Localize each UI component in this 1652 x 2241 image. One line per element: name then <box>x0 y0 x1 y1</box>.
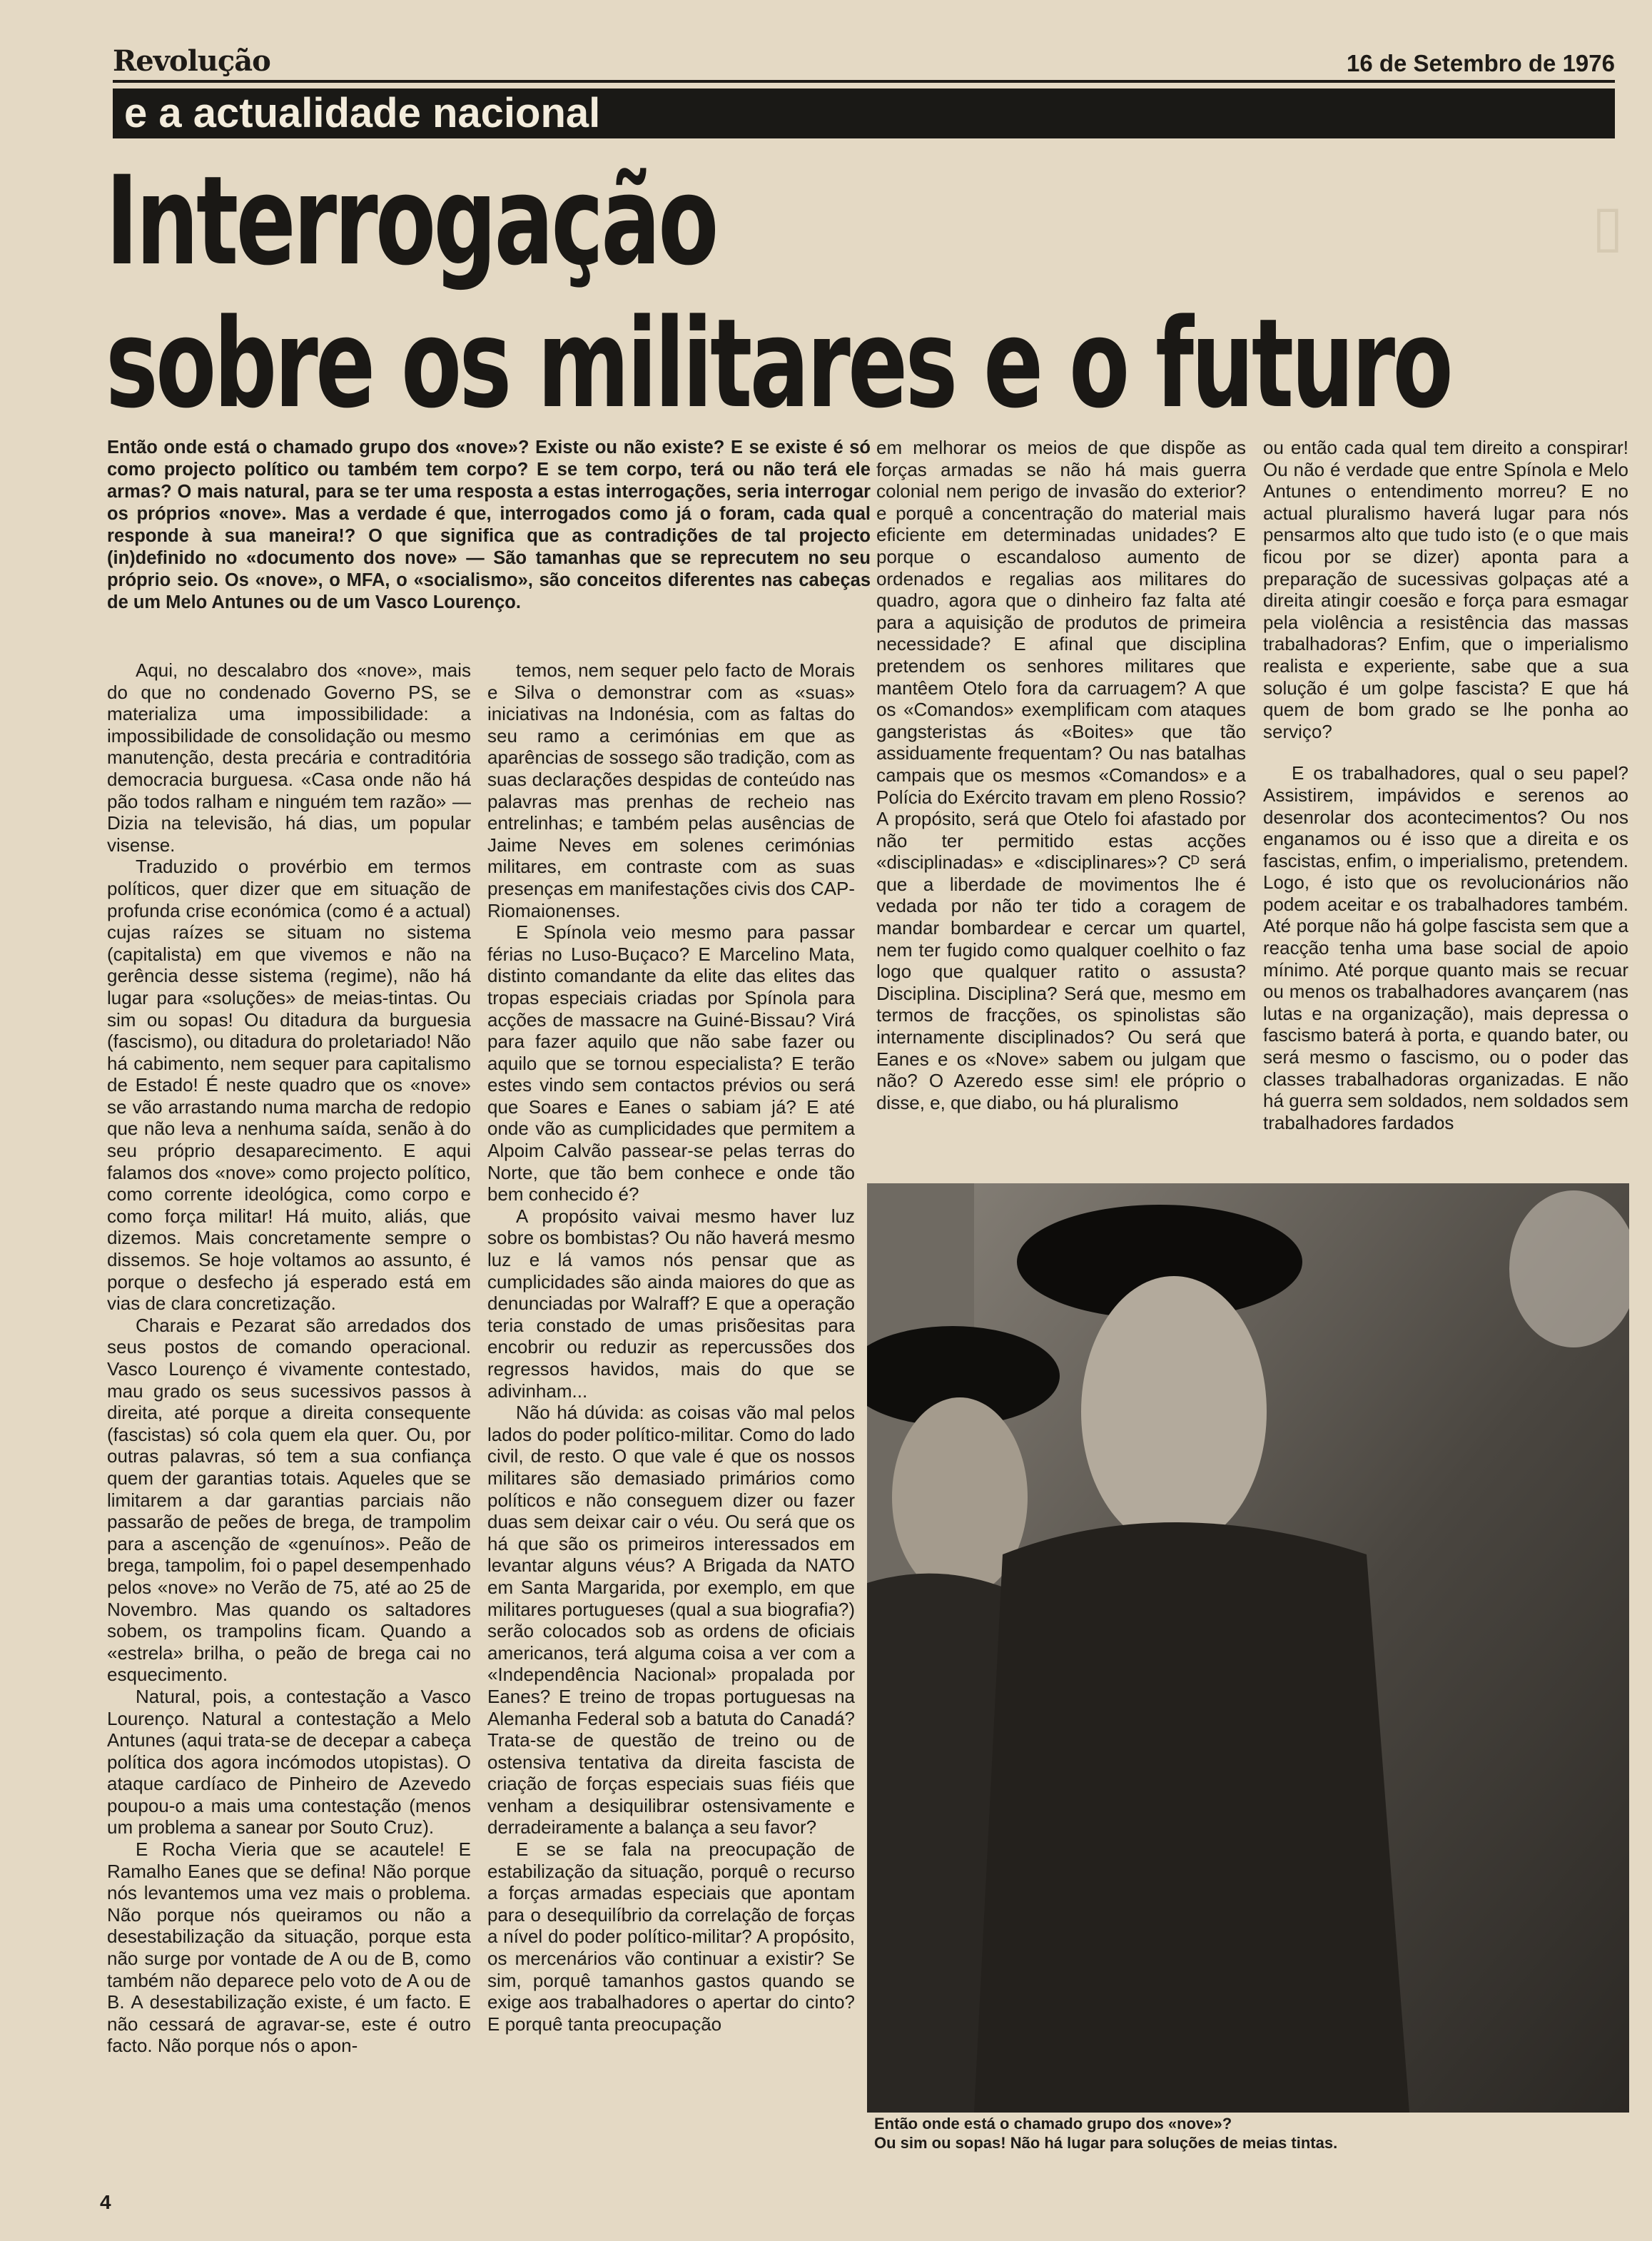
col2-paragraph: A propósito vaivai mesmo haver luz sobre os bombistas? Ou não haverá mesmo luz e lá vamos nós pensar que as cumplicidades são ainda maiores do que as denunciadas por Walraff? E que a operação teria constado de umas prisõesitas para encobrir ou reduzir as repercussões dos regressos havidos, mais do que se adivinham... <box>487 1205 855 1402</box>
col1-paragraph: Charais e Pezarat são arredados dos seus postos de comando operacional. Vasco Lourenço é vivamente contestado, mau grado os seus sucessivos passos à direita, até porque a direita consequente (fascistas) só cola quem ela quer. Ou, por outras palavras, só tem a sua confiança quem der garantias totais. Aqueles que se limitarem a dar garantias parciais não passarão de peões de brega, de trampolim para a ascenção de «genuínos». Peão de brega, tampolim, foi o papel desempenhado pelos «nove» no Verão de 75, até ao 25 de Novembro. Mas quando os saltadores sobem, os trampolins ficam. Quando a «estrela» brilha, o peão de brega cai no esquecimento. <box>107 1314 471 1686</box>
photo-two-officers <box>867 1183 1629 2113</box>
column-2 <box>487 659 855 2035</box>
col2-paragraph: E se se fala na preocupação de estabilização da situação, porquê o recurso a forças armadas especiais que apontam para o desequilíbrio da correlação de forças a nível do poder político-militar? A propósito, os mercenários vão continuar a existir? Se sim, porquê tamanhos gastos quando se exige aos trabalhadores o apertar do cinto? E porquê tanta preocupação <box>487 1838 855 2035</box>
masthead: Revolução <box>113 44 270 78</box>
page-number: 4 <box>100 2191 111 2213</box>
headline-line-1: Interrogação <box>106 149 716 293</box>
column-4 <box>1263 437 1628 1133</box>
col4-paragraph: ou então cada qual tem direito a conspirar! Ou não é verdade que entre Spínola e Melo Antunes o entendimento morreu? E no actual pluralismo haverá lugar para nós pensarmos alto que tudo isto (e o que mais ficou por se dizer) aponta para a preparação de sucessivas golpaças até a direita atingir coesão e força para esmagar pela violência a resistência das massas trabalhadoras? Enfim, que o imperialismo realista e experiente, sabe que a sua solução é um golpe fascista? E que há quem de bom grado se lhe ponha ao serviço? <box>1263 437 1628 742</box>
column-3 <box>876 437 1246 1113</box>
photo-illustration <box>867 1183 1629 2113</box>
col2-paragraph: Não há dúvida: as coisas vão mal pelos lados do poder político-militar. Como do lado civil, de resto. O que vale é que os nossos militares são demasiado primários como políticos e não conseguem dizer ou fazer duas sem deixar cair o véu. Ou será que os há que são os primeiros interessados em levantar alguns véus? A Brigada da NATO em Santa Margarida, por exemplo, em que militares portugueses (qual a sua biografia?) serão colocados sob as ordens de oficiais americanos, terá alguma coisa a ver com a «Independência Nacional» propalada por Eanes? E treino de tropas portuguesas na Alemanha Federal sob a batuta do Canadá? Trata-se de questão de treino ou de ostensiva tentativa da direita fascista de criação de forças especiais suas fiéis que venham a desiquilibrar ostensivamente e derradeiramente a balança a seu favor? <box>487 1402 855 1838</box>
col1-paragraph: E Rocha Vieria que se acautele! E Ramalho Eanes que se defina! Não porque nós levantemos uma vez mais o problema. Não porque nós queiramos ou não a desestabilização da situação, porque esta não surge por vontade de A ou de B, como também não deparece pelo voto de A ou de B. A desestabilização existe, é um facto. E não cessará de agravar-se, este é outro facto. Não porque nós o apon- <box>107 1838 471 2057</box>
photo-caption <box>874 2114 1623 2153</box>
col3-paragraph: em melhorar os meios de que dispõe as forças armadas se não há mais guerra colonial nem perigo de invasão do exterior? e porquê a concentração do material mais eficiente em determinadas unidades? E porque o escandaloso aumento de ordenados e regalias aos militares do quadro, agora que o dinheiro faz falta até para a aquisição de produtos de primeira necessidade? E afinal que disciplina pretendem os senhores militares que mantêem Otelo fora da carruagem? A que os «Comandos» exemplificam com ataques gangsteristas ás «Boites» que tão assiduamente frequentam? Ou nas batalhas campais que os mesmos «Comandos» e a Polícia do Exército travam em pleno Rossio? A propósito, será que Otelo foi afastado por não ter permitido estas acções «disciplinadas» e «disciplinares»? Cᴰ será que a liberdade de movimentos lhe é vedada por não ter tido a coragem de mandar bombardear e cercar um quartel, nem ter fugido como qualquer coelhito o faz logo que qualquer ratito o assusta? Disciplina. Disciplina? Será que, mesmo em termos de fracções, os spinolistas são internamente disciplinados? Ou será que Eanes e os «Nove» sabem ou julgam que não? O Azeredo esse sim! ele próprio o disse, e, que diabo, ou há pluralismo <box>876 437 1246 1113</box>
headline-line-2: sobre os militares e o futuro <box>106 292 1451 435</box>
section-title: e a actualidade nacional <box>124 90 601 136</box>
col2-paragraph: E Spínola veio mesmo para passar férias no Luso-Buçaco? E Marcelino Mata, distinto comandante da elite das elites das tropas especiais criadas por Spínola para acções de massacre na Guiné-Bissau? Virá para fazer aquilo que não sabe fazer ou aquilo que se tornou especialista? E terão estes vindo sem contactos prévios ou será que Soares e Eanes o sabiam já? E até onde vão as cumplicidades que permitem a Alpoim Calvão passear-se pelas terras do Norte, que tão bem conhece e onde tão bem conhecido é? <box>487 921 855 1205</box>
col2-paragraph: temos, nem sequer pelo facto de Morais e Silva o demonstrar com as «suas» iniciativas na Indonésia, com as faltas do seu ramo a cerimónias em que as aparências de sossego são tradição, com as suas declarações despidas de conteúdo nas palavras mas prenhas de recheio nas entrelinhas; e também pelas ausências de Jaime Neves em solenes cerimónias militares, em contraste com as suas presenças em manifestações civis dos CAP-Riomaionenses. <box>487 659 855 921</box>
lead-paragraph: Então onde está o chamado grupo dos «nove»? Existe ou não existe? E se existe é só como projecto político ou também tem corpo? E se tem corpo, terá ou não terá ele armas? O mais natural, para se ter uma resposta a estas interrogações, seria interrogar os próprios «nove». Mas a verdade é que, interrogados como já o foram, cada qual responde à sua maneira!? O que significa que as contradições de tal projecto (in)definido no «documento dos nove» — São tamanhas que se reprecutem no seu próprio seio. Os «nove», o MFA, o «socialismo», são conceitos diferentes nas cabeças de um Melo Antunes ou de um Vasco Lourenço. <box>107 437 871 612</box>
col4-paragraph: E os trabalhadores, qual o seu papel? Assistirem, impávidos e serenos ao desenrolar dos acontecimentos? Ou nos enganamos ou é isso que a direita e os fascistas, enfim, o imperialismo, pretendem. Logo, é isto que os revolucionários não podem aceitar e os trabalhadores também. Até porque não há golpe fascista sem que a reacção tenha uma base social de apoio mínimo. Até porque quanto mais se recuar ou menos os trabalhadores avançarem (nas lutas e na organização), mais depressa o fascismo baterá à porta, e quando bater, ou será mesmo o fascismo, ou o poder das classes trabalhadoras organizadas. E não há guerra sem soldados, nem soldados sem trabalhadores fardados <box>1263 762 1628 1133</box>
masthead-rule <box>113 80 1615 83</box>
col1-paragraph: Natural, pois, a contestação a Vasco Lourenço. Natural a contestação a Melo Antunes (aqui trata-se de decepar a cabeça política dos agora incómodos utopistas). O ataque cardíaco de Pinheiro de Azevedo poupou-o a mais uma contestação (menos um problema a sanear por Souto Cruz). <box>107 1685 471 1838</box>
column-1 <box>107 659 471 2057</box>
caption-line-2: Ou sim ou sopas! Não há lugar para soluções de meias tintas. <box>874 2134 1338 2152</box>
bleed-through-text: ▯ <box>1591 193 1623 259</box>
caption-line-1: Então onde está o chamado grupo dos «nove»? <box>874 2115 1232 2133</box>
col1-paragraph: Aqui, no descalabro dos «nove», mais do que no condenado Governo PS, se materializa uma impossibilidade: a impossibilidade de consolidação ou mesmo manutenção, desta precária e contraditória democracia burguesa. «Casa onde não há pão todos ralham e ninguém tem razão» — Dizia na televisão, há dias, um popular visense. <box>107 659 471 856</box>
issue-date: 16 de Setembro de 1976 <box>1346 50 1615 76</box>
col1-paragraph: Traduzido o provérbio em termos políticos, quer dizer que em situação de profunda crise económica (como é a actual) cujas raízes se situam no sistema (capitalista) em que vivemos e não na gerência desse sistema (regime), não há lugar para «soluções» de meias-tintas. Ou sim ou sopas! Ou ditadura da burguesia (fascismo), ou ditadura do proletariado! Não há cabimento, nem sequer para capitalismo de Estado! É neste quadro que os «nove» se vão arrastando numa marcha de redopio que não leva a nenhuma saída, senão à do seu próprio desaparecimento. E aqui falamos dos «nove» como projecto político, como corrente ideológica, como corpo e como força militar! Há muito, aliás, que dizemos. Mais concretamente sempre o dissemos. Se hoje voltamos ao assunto, é porque o desfecho já esperado está em vias de clara concretização. <box>107 856 471 1315</box>
